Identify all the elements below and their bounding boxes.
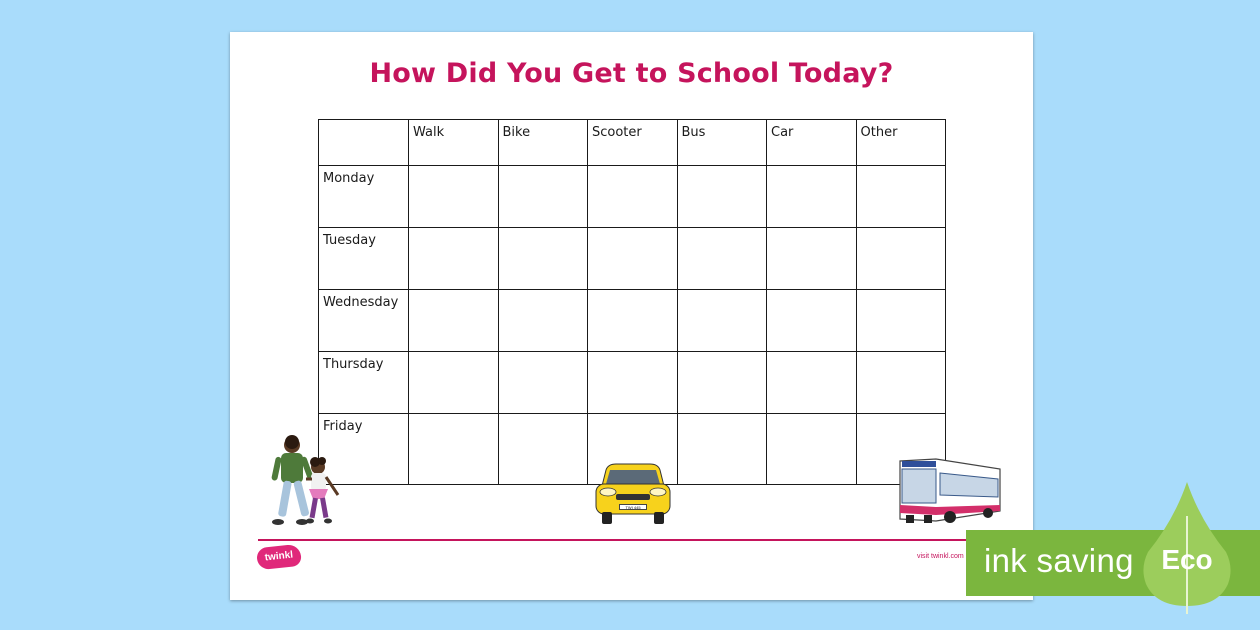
tally-cell — [409, 414, 499, 485]
tally-cell — [409, 228, 499, 290]
tally-cell — [856, 290, 946, 352]
transport-tally-table — [318, 119, 946, 485]
table-row — [319, 290, 946, 352]
tally-cell — [856, 166, 946, 228]
table-row — [319, 166, 946, 228]
row-label-tuesday: Tuesday — [319, 228, 409, 290]
page-title: How Did You Get to School Today? — [369, 58, 894, 89]
header-cell-corner — [319, 120, 409, 166]
twinkl-logo: twinkl — [256, 544, 302, 570]
tally-cell — [677, 166, 767, 228]
table-row — [319, 352, 946, 414]
table-row — [319, 228, 946, 290]
eco-label: Eco — [1161, 544, 1213, 575]
tally-cell — [409, 352, 499, 414]
header-cell-car: Car — [767, 120, 857, 166]
tally-cell — [677, 352, 767, 414]
bus-icon — [896, 455, 1002, 527]
tally-cell — [677, 228, 767, 290]
tally-cell — [588, 290, 678, 352]
tally-cell — [498, 166, 588, 228]
tally-cell — [409, 290, 499, 352]
tally-cell — [677, 414, 767, 485]
ink-saving-label: ink saving — [984, 542, 1134, 579]
tally-cell — [767, 290, 857, 352]
footer-url: visit twinkl.com — [917, 553, 964, 560]
tally-cell — [409, 166, 499, 228]
tally-cell — [498, 414, 588, 485]
row-label-friday: Friday — [319, 414, 409, 485]
header-cell-scooter: Scooter — [588, 120, 678, 166]
tally-cell — [498, 352, 588, 414]
tally-cell — [588, 228, 678, 290]
tally-cell — [767, 166, 857, 228]
tally-cell — [767, 352, 857, 414]
tally-cell — [767, 414, 857, 485]
footer-divider — [258, 539, 974, 541]
car-icon — [592, 462, 674, 528]
tally-cell — [677, 290, 767, 352]
walking-family-icon — [266, 435, 346, 527]
header-cell-other: Other — [856, 120, 946, 166]
row-label-wednesday: Wednesday — [319, 290, 409, 352]
header-cell-bus: Bus — [677, 120, 767, 166]
tally-cell — [498, 228, 588, 290]
tally-cell — [767, 228, 857, 290]
tally-cell — [588, 352, 678, 414]
eco-leaf-icon — [1140, 480, 1234, 616]
tally-cell — [498, 290, 588, 352]
tally-cell — [856, 228, 946, 290]
row-label-monday: Monday — [319, 166, 409, 228]
tally-cell — [856, 352, 946, 414]
car-number-plate: TWI 445 — [619, 504, 647, 510]
table-header-row — [319, 120, 946, 166]
header-cell-walk: Walk — [409, 120, 499, 166]
tally-cell — [588, 166, 678, 228]
row-label-thursday: Thursday — [319, 352, 409, 414]
header-cell-bike: Bike — [498, 120, 588, 166]
